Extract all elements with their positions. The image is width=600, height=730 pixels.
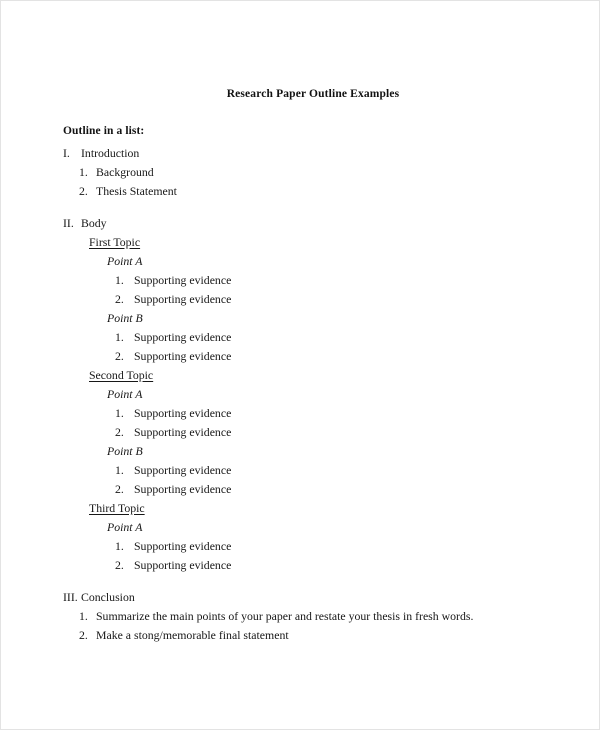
outline-label: Introduction — [81, 146, 140, 160]
outline-marker: 1. — [115, 539, 124, 553]
outline-label: Make a stong/memorable final statement — [96, 628, 289, 642]
outline-marker: I. — [63, 146, 70, 160]
outline-point-third-a — [1, 518, 600, 537]
outline-label: Supporting evidence — [134, 482, 232, 496]
outline-label: Point A — [107, 387, 143, 401]
outline-evidence — [1, 423, 600, 442]
outline-topic-third — [1, 499, 600, 518]
outline-label: Supporting evidence — [134, 273, 232, 287]
outline-item-thesis-statement — [1, 182, 600, 201]
outline-label: Supporting evidence — [134, 349, 232, 363]
outline-evidence — [1, 347, 600, 366]
outline-marker: 1. — [115, 406, 124, 420]
section-heading-outline-in-a-list: Outline in a list: — [63, 125, 145, 137]
outline-marker: 1. — [115, 463, 124, 477]
outline-label: Supporting evidence — [134, 406, 232, 420]
outline-label: Thesis Statement — [96, 184, 177, 198]
outline-item-body — [1, 214, 600, 233]
outline-evidence — [1, 328, 600, 347]
outline-label: Supporting evidence — [134, 425, 232, 439]
outline-evidence — [1, 537, 600, 556]
outline-marker: 2. — [79, 184, 88, 198]
outline-item-conclusion — [1, 588, 600, 607]
outline-item-background — [1, 163, 600, 182]
outline-point-first-a — [1, 252, 600, 271]
outline-point-first-b — [1, 309, 600, 328]
outline-marker: 1. — [79, 609, 88, 623]
outline-marker: II. — [63, 216, 74, 230]
outline-item-final-statement — [1, 626, 600, 645]
outline-label: Point A — [107, 520, 143, 534]
outline-evidence — [1, 271, 600, 290]
outline-marker: 2. — [115, 425, 124, 439]
outline-label: Conclusion — [81, 590, 135, 604]
outline-label: Supporting evidence — [134, 463, 232, 477]
outline-label: Point B — [107, 311, 143, 325]
outline-evidence — [1, 290, 600, 309]
outline-label: Supporting evidence — [134, 539, 232, 553]
outline-label: Supporting evidence — [134, 330, 232, 344]
outline-marker: 2. — [115, 292, 124, 306]
outline-marker: 1. — [115, 273, 124, 287]
outline-label: Point B — [107, 444, 143, 458]
page-title: Research Paper Outline Examples — [226, 88, 400, 100]
outline-label: Background — [96, 165, 154, 179]
outline-label: Third Topic — [89, 501, 145, 515]
outline-marker: III. — [63, 590, 78, 604]
outline-marker: 1. — [115, 330, 124, 344]
outline-item-introduction — [1, 144, 600, 163]
outline-marker: 2. — [115, 349, 124, 363]
outline-evidence — [1, 480, 600, 499]
outline-label: Supporting evidence — [134, 558, 232, 572]
outline-marker: 1. — [79, 165, 88, 179]
outline-label: Point A — [107, 254, 143, 268]
outline-topic-second — [1, 366, 600, 385]
outline-label: Body — [81, 216, 107, 230]
outline-point-second-b — [1, 442, 600, 461]
outline-evidence — [1, 556, 600, 575]
outline-marker: 2. — [115, 558, 124, 572]
outline-label: Supporting evidence — [134, 292, 232, 306]
outline-list — [1, 144, 600, 645]
outline-topic-first — [1, 233, 600, 252]
outline-marker: 2. — [115, 482, 124, 496]
outline-evidence — [1, 404, 600, 423]
outline-marker: 2. — [79, 628, 88, 642]
outline-label: Summarize the main points of your paper and restate your thesis in fresh words. — [96, 609, 474, 623]
outline-point-second-a — [1, 385, 600, 404]
outline-item-summarize — [1, 607, 600, 626]
outline-label: Second Topic — [89, 368, 154, 382]
outline-label: First Topic — [89, 235, 141, 249]
outline-evidence — [1, 461, 600, 480]
